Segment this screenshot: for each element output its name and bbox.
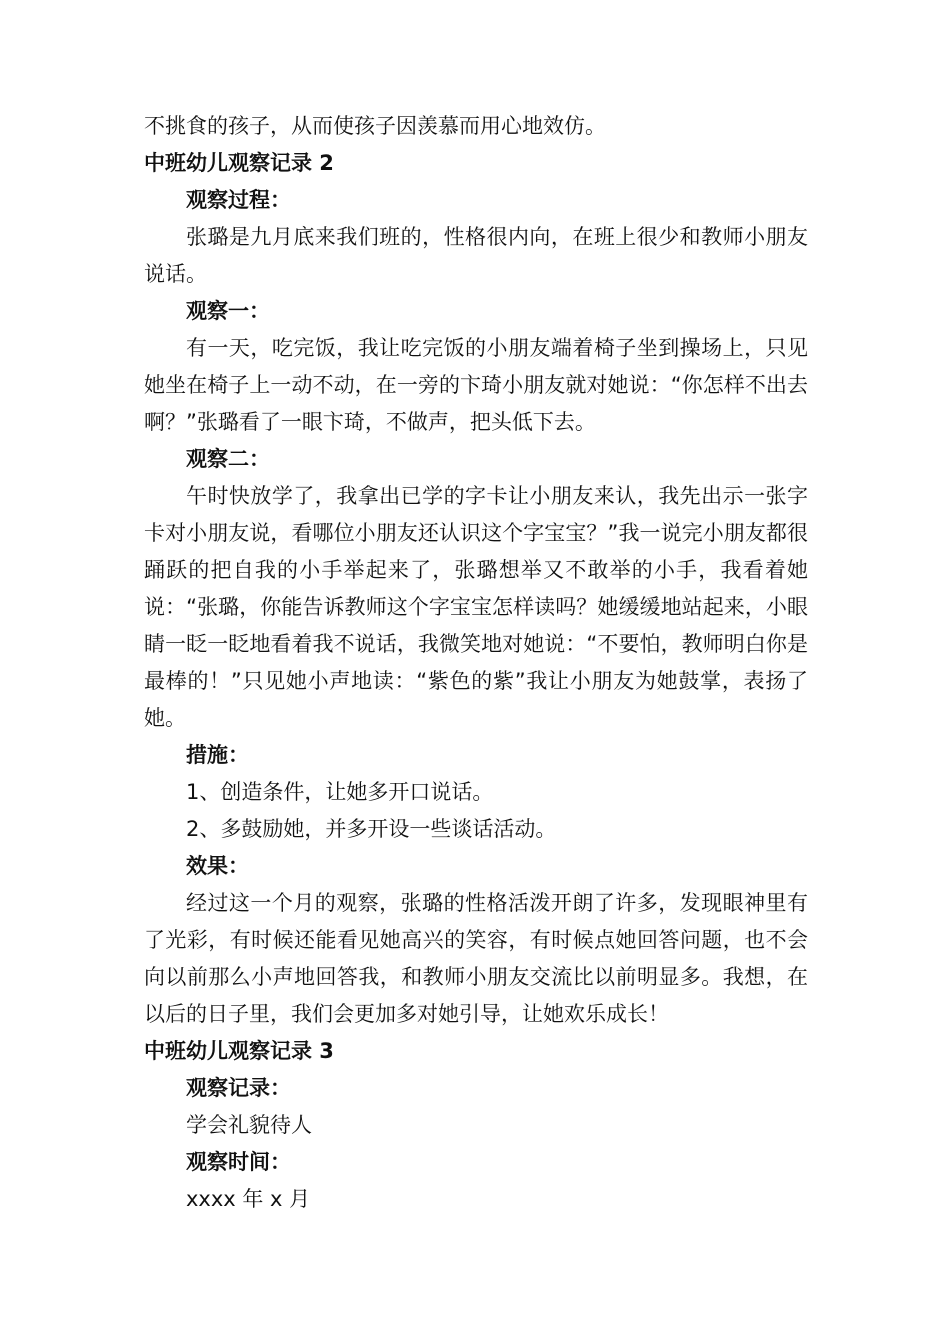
label-observation-two: 观察二： <box>186 447 270 471</box>
paragraph-effect: 经过这一个月的观察，张璐的性格活泼开朗了许多，发现眼神里有了光彩，有时候还能看见她高兴的笑容，有时候点她回答问题，也不会向以前那么小声地回答我，和教师小朋友交流比以前明显多。我想，在以后的日子里，我们会更加多对她引导，让她欢乐成长！ <box>144 891 808 1026</box>
body-text-continuation: 不挑食的孩子，从而使孩子因羡慕而用心地效仿。 <box>144 114 606 138</box>
label-observation-one: 观察一： <box>186 299 270 323</box>
label-observation-record: 观察记录： <box>186 1076 291 1100</box>
section-heading-record-2: 中班幼儿观察记录 2 <box>144 151 334 175</box>
label-observation-time: 观察时间： <box>186 1150 291 1174</box>
document-body <box>144 108 808 1218</box>
paragraph-observation-two: 午时快放学了，我拿出已学的字卡让小朋友来认，我先出示一张字卡对小朋友说，看哪位小朋友还认识这个字宝宝？”我一说完小朋友都很踊跃的把自我的小手举起来了，张璐想举又不敢举的小手，我看着她说：“张璐，你能告诉教师这个字宝宝怎样读吗？她缓缓地站起来，小眼睛一眨一眨地看着我不说话，我微笑地对她说：“不要怕，教师明白你是最棒的！”只见她小声地读：“紫色的紫”我让小朋友为她鼓掌，表扬了她。 <box>144 484 808 730</box>
paragraph-record-topic: 学会礼貌待人 <box>186 1113 312 1137</box>
paragraph-intro: 张璐是九月底来我们班的，性格很内向，在班上很少和教师小朋友说话。 <box>144 225 808 286</box>
label-measures: 措施： <box>186 743 249 767</box>
label-effect: 效果： <box>186 854 249 878</box>
measure-item-2: 2、多鼓励她，并多开设一些谈话活动。 <box>186 817 557 841</box>
section-heading-record-3: 中班幼儿观察记录 3 <box>144 1039 334 1063</box>
measure-item-1: 1、创造条件，让她多开口说话。 <box>186 780 494 804</box>
paragraph-observation-one: 有一天，吃完饭，我让吃完饭的小朋友端着椅子坐到操场上，只见她坐在椅子上一动不动，在一旁的卞琦小朋友就对她说：“你怎样不出去啊？”张璐看了一眼卞琦，不做声，把头低下去。 <box>144 336 808 434</box>
label-observation-process: 观察过程： <box>186 188 291 212</box>
paragraph-observation-time: xxxx 年 x 月 <box>186 1187 311 1211</box>
